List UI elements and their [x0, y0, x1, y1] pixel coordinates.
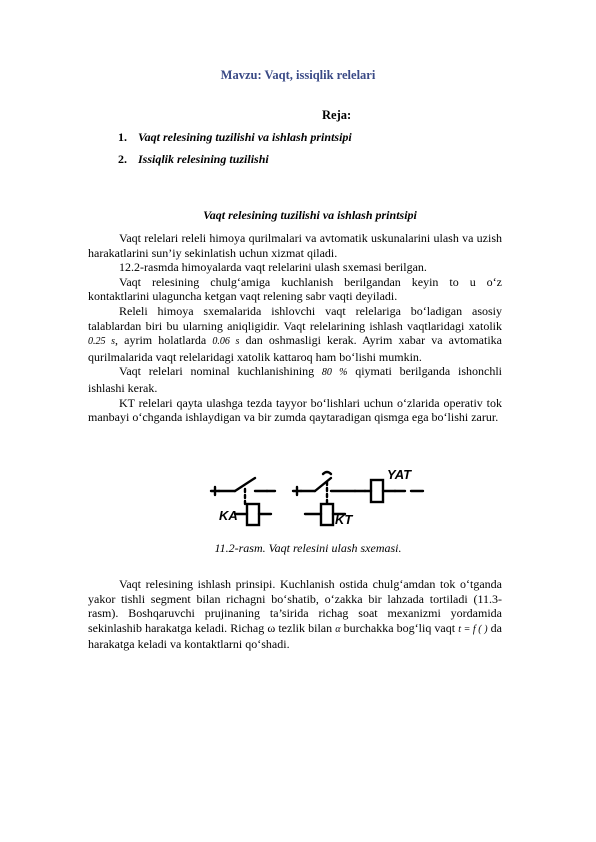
paragraph: [88, 577, 502, 652]
plan-item-number: 2.: [118, 152, 127, 166]
yat-coil: [371, 480, 383, 502]
yat-label: YAT: [387, 467, 412, 482]
kt-contact: [315, 478, 331, 491]
paragraph-text: Vaqt relesining ishlash prinsipi. Kuchlanish ostida chulg‘amdan tok o‘tganda yakor tishli segment bilan richagni bo‘shatib, o‘zakka bir lahzada tortiladi (11.3-rasm). Boshqaruvchi prujinaning ta’sirida richag soat mexanizmi yordamida sekinlashib harakatga keladi. Richag ω tezlik bilan: [88, 577, 502, 635]
body-section-1: [88, 231, 502, 425]
paragraph-text: qiymati berilganda ishonchli ishlashi kerak.: [88, 364, 502, 395]
plan-item: [118, 152, 269, 167]
paragraph: Vaqt relelari releli himoya qurilmalari va avtomatik uskunalarini ulash va uzish harakatlarini sun’iy sekinlatish uchun xizmat qiladi.: [88, 231, 502, 260]
paragraph: KT relelari qayta ulashga tezda tayyor bo‘lishlari uchun o‘zlarida operativ tok manbayi o‘chganda ishlaydigan va bir zumda qaytaradigan qismga ega bo‘lishi zarur.: [88, 395, 502, 425]
paragraph: [88, 364, 502, 395]
error-value-2: 0.06 s: [212, 336, 240, 348]
plan-item-text: Vaqt relesining tuzilishi va ishlash printsipi: [138, 130, 352, 144]
relay-circuit-diagram: [205, 466, 435, 534]
delay-mark: [323, 472, 331, 474]
kt-label: KT: [335, 512, 353, 527]
paragraph-text: dan oshmasligi kerak. Ayrim xabar va avtomatika qurilmalarida vaqt relelaridagi xatolik kattaroq ham bo‘lishi mumkin.: [88, 333, 502, 364]
ka-coil: [247, 504, 259, 525]
paragraph-text: burchakka bog‘liq vaqt: [340, 620, 459, 635]
body-section-2: [88, 577, 502, 652]
paragraph: [88, 304, 502, 364]
figure-caption: 11.2-rasm. Vaqt relesini ulash sxemasi.: [214, 541, 402, 555]
paragraph-text: Releli himoya sxemalarida ishlovchi vaqt relelariga bo‘ladigan asosiy talablardan biri bu ularning aniqligidir. Vaqt relelarining ishlash vaqtlaridagi xatolik: [88, 303, 502, 333]
plan-item-number: 1.: [118, 130, 127, 144]
error-value-1: 0.25 s: [88, 336, 116, 348]
time-formula: t = f ( ): [458, 623, 488, 635]
paragraph-text: , ayrim holatlarda: [115, 333, 213, 348]
kt-coil: [321, 504, 333, 525]
section-title: Vaqt relesining tuzilishi va ishlash printsipi: [203, 208, 417, 222]
page-title: Mavzu: Vaqt, issiqlik relelari: [220, 68, 376, 82]
plan-item: [118, 130, 352, 145]
paragraph: 12.2-rasmda himoyalarda vaqt relelarini ulash sxemasi berilgan.: [119, 260, 427, 275]
paragraph: Vaqt relesining chulg‘amiga kuchlanish berilgandan keyin to u o‘z kontaktlarini ulaguncha ketgan vaqt relening sabr vaqti deyiladi.: [88, 274, 502, 304]
paragraph-text: Vaqt relelari nominal kuchlanishining: [119, 364, 322, 379]
alpha-symbol: α: [335, 623, 341, 635]
paragraph-text: da harakatga keladi va kontaktlarni qo‘shadi.: [88, 620, 502, 652]
plan-heading: Reja:: [322, 108, 352, 122]
plan-item-text: Issiqlik relesining tuzilishi: [138, 152, 269, 166]
voltage-percent: 80 %: [321, 367, 348, 379]
ka-label: KA: [219, 508, 238, 523]
